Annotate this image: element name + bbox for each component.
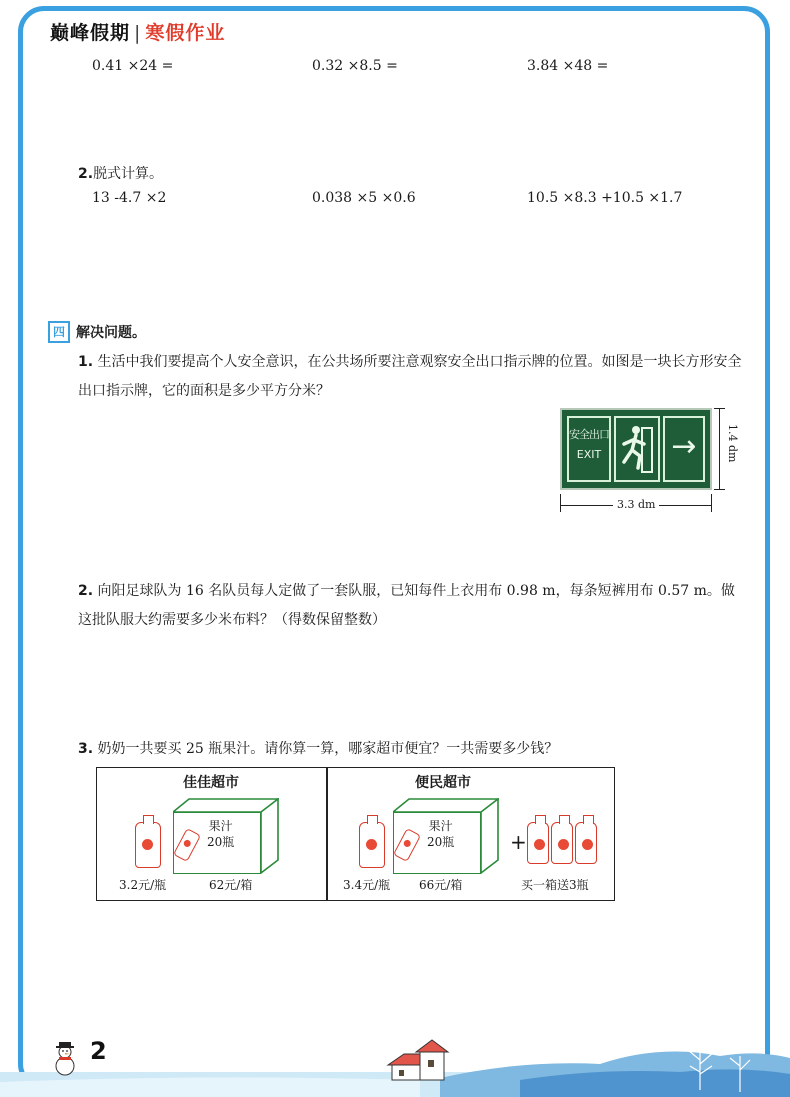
juice-crate-icon bbox=[393, 798, 501, 876]
crate-label bbox=[427, 818, 454, 850]
section-heading bbox=[48, 321, 146, 343]
section-title: 解决问题。 bbox=[76, 325, 146, 341]
arrow-right-icon: → bbox=[663, 416, 705, 482]
plus-sign: + bbox=[510, 830, 527, 854]
question-number: 2. bbox=[78, 166, 94, 182]
crate-label-line: 果汁 bbox=[428, 819, 453, 833]
juice-bottle-icon bbox=[551, 822, 573, 864]
crate-price: 66元/箱 bbox=[419, 878, 463, 892]
step-calc-title: 脱式计算。 bbox=[93, 166, 164, 182]
winter-landscape-illustration bbox=[0, 1030, 790, 1097]
oral-calc-item: 0.41 ×24 = bbox=[92, 58, 174, 74]
problem-2 bbox=[78, 577, 743, 635]
dimension-tick bbox=[711, 494, 712, 512]
series-title: 寒假作业 bbox=[145, 22, 226, 44]
height-label: 1.4 dm bbox=[726, 424, 739, 463]
oral-calc-item: 0.32 ×8.5 = bbox=[312, 58, 398, 74]
page-number: 2 bbox=[90, 1037, 107, 1065]
problem-1 bbox=[78, 348, 743, 406]
step-calc-item: 10.5 ×8.3 +10.5 ×1.7 bbox=[527, 190, 683, 206]
exit-sign-zh: 安全出口 bbox=[569, 428, 609, 441]
running-man-icon bbox=[614, 416, 660, 482]
problem-3 bbox=[78, 735, 743, 764]
step-calc-heading bbox=[78, 163, 163, 183]
exit-sign bbox=[560, 408, 712, 490]
crate-label-line: 果汁 bbox=[208, 819, 233, 833]
problem-text: 奶奶一共要买 25 瓶果汁。请你算一算，哪家超市便宜？一共需要多少钱？ bbox=[97, 741, 559, 757]
dimension-tick bbox=[714, 408, 725, 409]
snowman-icon bbox=[50, 1038, 80, 1078]
supermarket-comparison bbox=[96, 767, 615, 901]
width-label: 3.3 dm bbox=[613, 498, 659, 511]
table-divider bbox=[326, 768, 328, 900]
bottle-price: 3.2元/瓶 bbox=[119, 878, 167, 892]
crate-label-line: 20瓶 bbox=[207, 835, 235, 849]
promo-text: 买一箱送3瓶 bbox=[521, 878, 589, 892]
juice-bottle-icon bbox=[575, 822, 597, 864]
juice-bottle-icon bbox=[359, 822, 385, 868]
problem-number: 3. bbox=[78, 741, 94, 757]
gift-bottles bbox=[525, 816, 605, 868]
step-calc-item: 0.038 ×5 ×0.6 bbox=[312, 190, 416, 206]
header-separator: | bbox=[134, 22, 142, 44]
crate-label bbox=[207, 818, 234, 850]
dimension-tick bbox=[560, 494, 561, 512]
crate-label-line: 20瓶 bbox=[427, 835, 455, 849]
step-calc-item: 13 -4.7 ×2 bbox=[92, 190, 167, 206]
juice-bottle-icon bbox=[527, 822, 549, 864]
section-badge: 四 bbox=[48, 321, 70, 343]
problem-text: 生活中我们要提高个人安全意识，在公共场所要注意观察安全出口指示牌的位置。如图是一块长方形安全出口指示牌，它的面积是多少平方分米？ bbox=[78, 354, 742, 399]
exit-sign-en: EXIT bbox=[576, 448, 602, 461]
exit-sign-text-panel bbox=[567, 416, 611, 482]
shop-name: 佳佳超市 bbox=[183, 775, 239, 791]
juice-bottle-icon bbox=[135, 822, 161, 868]
bottle-price: 3.4元/瓶 bbox=[343, 878, 391, 892]
oral-calc-item: 3.84 ×48 = bbox=[527, 58, 609, 74]
page-header bbox=[50, 18, 225, 45]
height-dimension-line bbox=[719, 408, 720, 490]
crate-price: 62元/箱 bbox=[209, 878, 253, 892]
exit-sign-figure bbox=[558, 408, 740, 518]
problem-text: 向阳足球队为 16 名队员每人定做了一套队服，已知每件上衣用布 0.98 m，每条短裤用布 0.57 m。做这批队服大约需要多少米布料？（得数保留整数） bbox=[78, 583, 735, 628]
problem-number: 2. bbox=[78, 583, 94, 599]
brand-title: 巅峰假期 bbox=[50, 22, 131, 44]
shop-name: 便民超市 bbox=[415, 775, 471, 791]
dimension-tick bbox=[714, 489, 725, 490]
juice-crate-icon bbox=[173, 798, 281, 876]
problem-number: 1. bbox=[78, 354, 94, 370]
